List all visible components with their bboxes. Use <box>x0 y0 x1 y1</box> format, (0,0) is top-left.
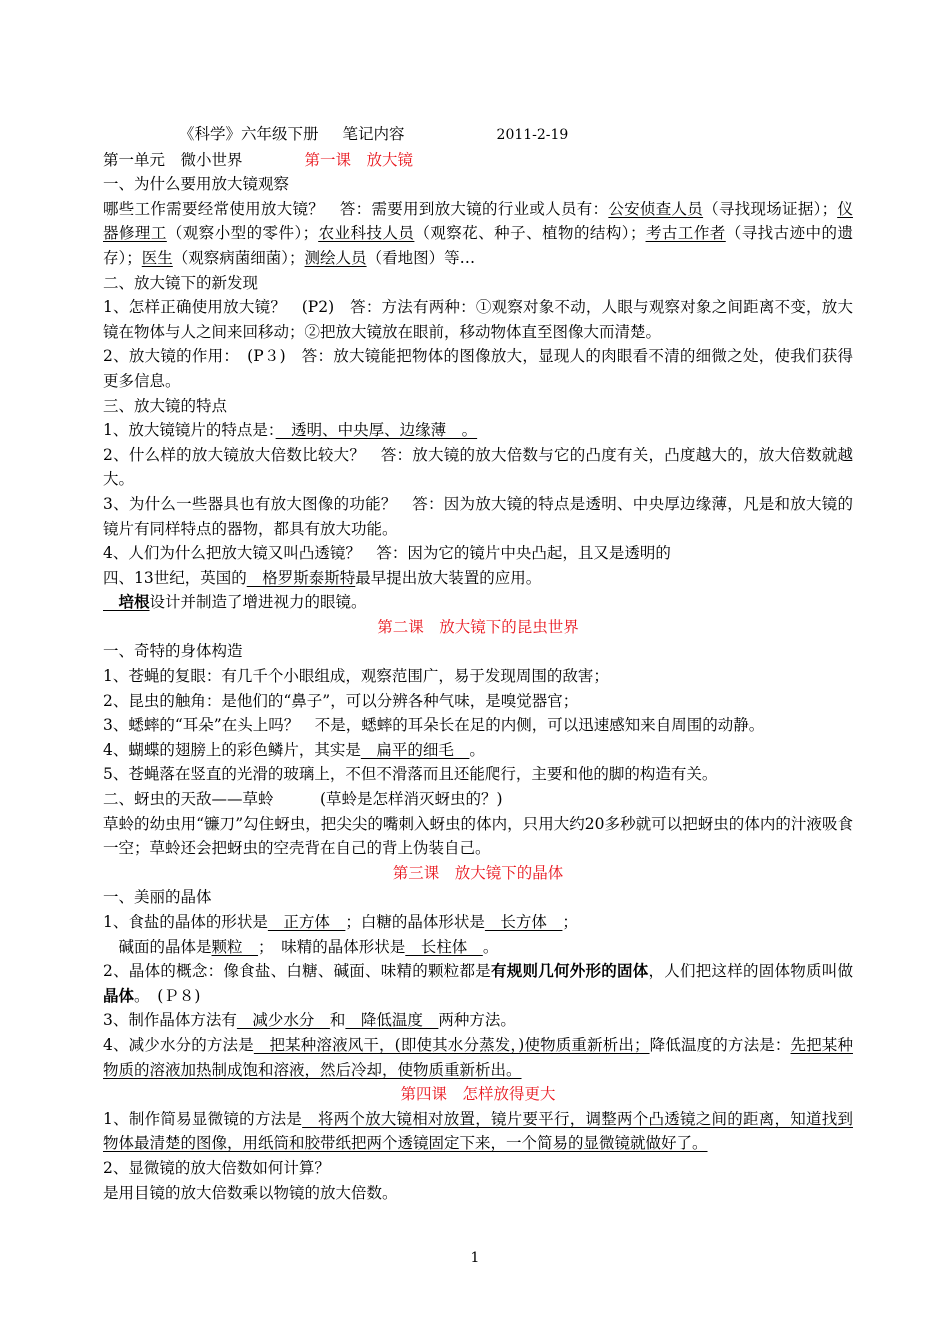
lesson-3-title: 第三课 放大镜下的晶体 <box>392 863 564 882</box>
job-doctor: 医生 <box>141 248 173 267</box>
list-item: 2、昆虫的触角：是他们的“鼻子”，可以分辨各种气味，是嗅觉器官； <box>103 691 579 710</box>
question-item: 培根设计并制造了增进视力的眼镜。 <box>103 592 367 612</box>
answer-blank: 把某种溶液风干，(即使其水分蒸发，)使物质重新析出； <box>253 1035 650 1054</box>
answer-blank: 透明、中央厚、边缘薄 。 <box>275 421 478 440</box>
question-item: 四、13世纪，英国的 格罗斯泰斯特最早提出放大装置的应用。 <box>103 568 542 587</box>
job-agri: 农业科技人员 <box>318 224 415 243</box>
list-item: 4、蝴蝶的翅膀上的彩色鳞片，其实是 扁平的细毛 。 <box>103 740 485 759</box>
paragraph: 草蛉的幼虫用“镰刀”勾住蚜虫，把尖尖的嘴刺入蚜虫的体内，只用大约20多秒就可以把蚜虫的体内的汁液吸食一空；草蛉还会把蚜虫的空壳背在自己的背上伪装自己。 <box>103 814 853 858</box>
question-item: 1、怎样正确使用放大镜？ (P2) 答：方法有两种：①观察对象不动，人眼与观察对象之间距离不变，放大镜在物体与人之间来回移动；②把放大镜放在眼前，移动物体直至图像大而清楚。 <box>103 298 854 341</box>
list-item: 1、苍蝇的复眼：有几千个小眼组成，观察范围广，易于发现周围的敌害； <box>103 667 609 686</box>
answer-blank: 降低温度 <box>345 1011 439 1030</box>
answer-blank: 培根 <box>103 592 150 612</box>
list-item: 3、蟋蟀的“耳朵”在头上吗？ 不是，蟋蟀的耳朵长在足的内侧，可以迅速感知来自周围的动静。 <box>103 716 765 735</box>
paragraph: 是用目镜的放大倍数乘以物镜的放大倍数。 <box>103 1183 398 1202</box>
list-item: 4、减少水分的方法是 把某种溶液风干，(即使其水分蒸发，)使物质重新析出；降低温度的方法是：先把某种物质的溶液加热制成饱和溶液，然后冷却，使物质重新析出。 <box>103 1035 853 1079</box>
lesson-4-title: 第四课 怎样放得更大 <box>400 1085 556 1104</box>
answer-blank: 正方体 <box>267 913 346 931</box>
section-heading: 二、蚜虫的天敌——草蛉 (草蛉是怎样消灭蚜虫的？) <box>103 790 503 809</box>
answer-blank: 格罗斯泰斯特 <box>246 568 356 587</box>
job-archaeo: 考古工作者 <box>645 224 726 243</box>
list-item: 3、制作晶体方法有 减少水分 和 降低温度 两种方法。 <box>103 1011 516 1030</box>
list-item: 2、晶体的概念：像食盐、白糖、碱面、味精的颗粒都是有规则几何外形的固体，人们把这样的固体物质叫做晶体。 (Ｐ８) <box>103 961 853 1005</box>
question-item: 4、人们为什么把放大镜又叫凸透镜？ 答：因为它的镜片中央凸起，且又是透明的 <box>103 544 671 563</box>
answer-blank: 先把某种物质的溶液加热制成饱和溶液，然后冷却，使物质重新析出。 <box>103 1035 853 1079</box>
page-number: 1 <box>470 1250 480 1266</box>
document-title: 《科学》六年级下册 <box>179 125 319 143</box>
question-item: 1、放大镜镜片的特点是： 透明、中央厚、边缘薄 。 <box>103 421 478 440</box>
question-item: 2、放大镜的作用： (P３) 答：放大镜能把物体的图像放大，显现人的肉眼看不清的细微之处，使我们获得更多信息。 <box>103 347 853 390</box>
question-item: 3、为什么一些器具也有放大图像的功能？ 答：因为放大镜的特点是透明、中央厚边缘薄，凡是和放大镜的镜片有同样特点的器物，都具有放大功能。 <box>103 494 853 538</box>
unit-label: 第一单元 微小世界 <box>103 150 243 169</box>
unit-heading <box>103 148 853 173</box>
document-header <box>103 122 853 148</box>
section-heading: 一、奇特的身体构造 <box>103 642 243 661</box>
answer-blank: 长柱体 <box>405 937 483 956</box>
document-body <box>103 122 853 1205</box>
document-subtitle: 笔记内容 <box>342 125 405 143</box>
section-heading: 三、放大镜的特点 <box>103 396 228 415</box>
answer-blank: 减少水分 <box>236 1011 330 1030</box>
list-item: 2、显微镜的放大倍数如何计算？ <box>103 1158 330 1177</box>
document-date: 2011-2-19 <box>496 127 569 143</box>
question-item: 2、什么样的放大镜放大倍数比较大？ 答：放大镜的放大倍数与它的凸度有关，凸度越大的，放大倍数就越大。 <box>103 445 853 489</box>
job-police: 公安侦查人员 <box>608 199 704 218</box>
answer-blank: 颗粒 <box>211 937 259 956</box>
list-item: 1、食盐的晶体的形状是 正方体 ；白糖的晶体形状是 长方体 ； <box>103 913 578 931</box>
lesson-1-title: 第一课 放大镜 <box>304 150 414 169</box>
section-heading: 一、为什么要用放大镜观察 <box>103 175 290 194</box>
list-item: 5、苍蝇落在竖直的光滑的玻璃上，不但不滑落而且还能爬行，主要和他的脚的构造有关。 <box>103 765 718 784</box>
answer-blank: 将两个放大镜相对放置，镜片要平行，调整两个凸透镜之间的距离，知道找到物体最清楚的图像，用纸筒和胶带纸把两个透镜固定下来，一个简易的显微镜就做好了。 <box>103 1109 853 1153</box>
section-heading: 二、放大镜下的新发现 <box>103 273 259 292</box>
section-heading: 一、美丽的晶体 <box>103 888 212 907</box>
answer-blank: 扁平的细毛 <box>360 740 470 759</box>
job-repair: 仪器修理工 <box>103 199 853 243</box>
answer-blank: 长方体 <box>484 913 563 931</box>
job-survey: 测绘人员 <box>304 248 367 267</box>
list-item: 碱面的晶体是颗粒 ； 味精的晶体形状是 长柱体 。 <box>103 937 499 956</box>
lesson-2-title: 第二课 放大镜下的昆虫世界 <box>377 617 579 636</box>
list-item: 1、制作简易显微镜的方法是 将两个放大镜相对放置，镜片要平行，调整两个凸透镜之间的距离，知道找到物体最清楚的图像，用纸筒和胶带纸把两个透镜固定下来，一个简易的显微镜就做好了。 <box>103 1109 853 1153</box>
paragraph-jobs: 哪些工作需要经常使用放大镜？ 答：需要用到放大镜的行业或人员有：公安侦查人员（寻找现场证据）；仪器修理工（观察小型的零件）；农业科技人员（观察花、种子、植物的结构）；考古工作者（寻找古迹中的遗存）；医生（观察病菌细菌）；测绘人员（看地图）等… <box>103 199 853 267</box>
